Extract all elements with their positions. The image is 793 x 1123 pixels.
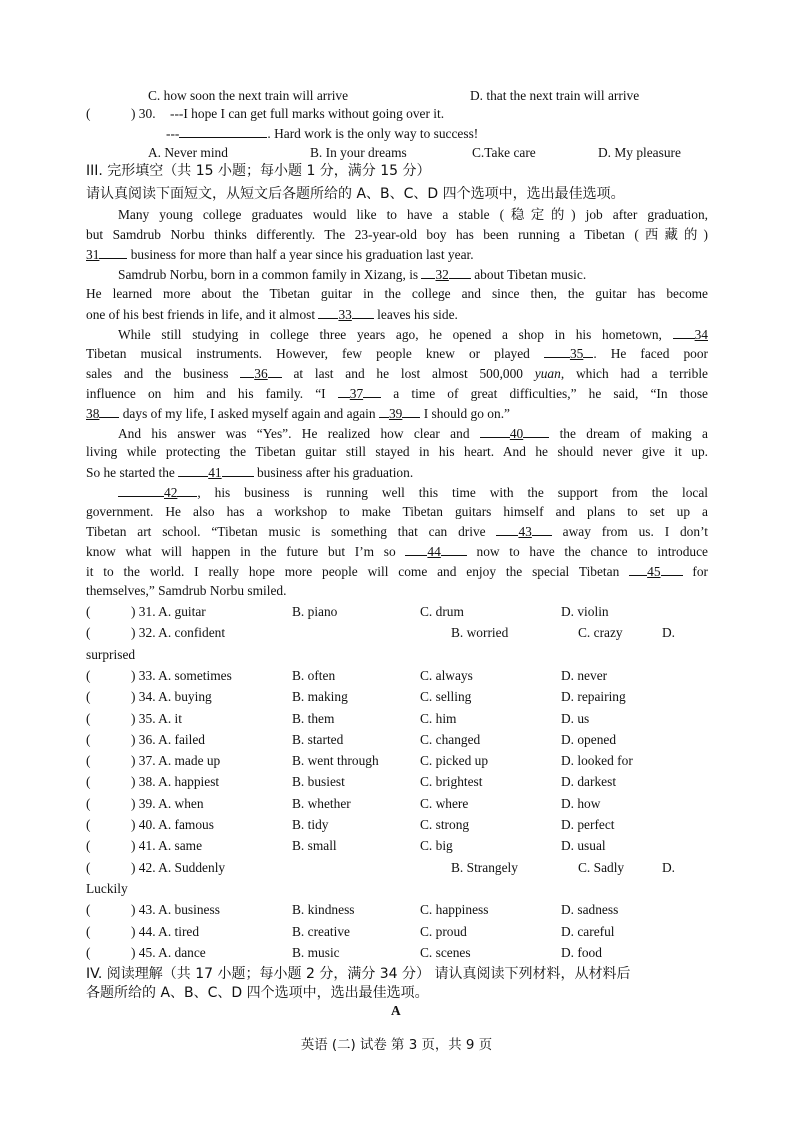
answer-paren[interactable]: ( [86, 710, 91, 726]
option-d[interactable]: D. food [561, 944, 602, 960]
passage-text: sales and the business [86, 366, 241, 381]
passage-p5-line4 [86, 542, 708, 561]
option-c[interactable]: C. happiness [420, 902, 489, 918]
blank-line [177, 483, 197, 497]
passage-text: Tibetan art school. “Tibetan music is something that can drive [86, 524, 497, 539]
blank-line [629, 562, 647, 576]
passage-text: While still studying in college three years ago, he opened a shop in his hometown, [118, 327, 673, 342]
option-b[interactable]: B. them [292, 710, 335, 726]
blank-line [240, 364, 254, 378]
blank-45[interactable]: 45 [647, 564, 661, 579]
option-b[interactable]: B. whether [292, 795, 351, 811]
answer-paren[interactable]: ( [86, 604, 91, 619]
blank-44[interactable]: 44 [427, 544, 441, 559]
blank-line [523, 424, 549, 438]
passage-text: days of my life, I asked myself again and again [119, 406, 379, 421]
answer-paren[interactable]: ( [86, 667, 91, 683]
q30-dash: --- [166, 126, 180, 141]
blank-33[interactable]: 33 [338, 307, 352, 322]
passage-p4-line2: living while protecting the Tibetan guitar still stayed in his heart. And he should never give it up. [86, 444, 708, 459]
blank-line [449, 265, 471, 279]
q30-line1: ---I hope I can get full marks without going over it. [170, 106, 445, 121]
blank-38[interactable]: 38 [86, 406, 100, 421]
passage-text: leaves his side. [373, 307, 458, 322]
option-c[interactable]: C. drum [420, 604, 464, 619]
blank-32[interactable]: 32 [435, 267, 449, 282]
q30-option-b: B. In your dreams [310, 145, 407, 160]
blank-31[interactable]: 31 [86, 247, 100, 262]
q29-option-d: D. that the next train will arrive [470, 88, 640, 103]
option-d[interactable]: D. opened [561, 731, 617, 747]
passage-text: I should go on.” [420, 406, 510, 421]
passage-text: business for more than half a year since his graduation last year. [127, 247, 474, 262]
blank-line [352, 305, 374, 319]
part-a-label: A [391, 1003, 401, 1018]
passage-text: a time of great difficulties,” he said, “In those [381, 386, 708, 401]
passage-text: , which had a terrible [560, 366, 708, 381]
option-d[interactable]: D. usual [561, 838, 606, 854]
passage-p1-line3 [86, 245, 708, 264]
option-b[interactable]: B. kindness [292, 902, 355, 918]
passage-p2-line3 [86, 305, 708, 324]
passage-text: . He faced poor [593, 346, 708, 361]
q30-paren: ( [86, 106, 91, 121]
passage-p4-line3 [86, 463, 708, 482]
option-d[interactable]: D. perfect [561, 817, 615, 832]
option-d[interactable]: D. careful [561, 923, 615, 939]
option-d-wrap[interactable]: Luckily [86, 880, 128, 896]
option-b[interactable]: B. piano [292, 604, 338, 619]
blank-34[interactable]: 34 [694, 327, 708, 342]
option-a[interactable]: ) 44. A. tired [131, 923, 200, 939]
option-c[interactable]: C. Sadly [578, 859, 625, 875]
passage-text: at last and he lost almost 500,000 [281, 366, 535, 381]
answer-paren[interactable]: ( [86, 774, 91, 790]
option-b[interactable]: B. worried [451, 625, 509, 641]
section4-heading-line2: 各题所给的 A、B、C、D 四个选项中，选出最佳选项。 [86, 985, 429, 1001]
passage-p3-line1 [118, 325, 708, 344]
option-b[interactable]: B. went through [292, 753, 379, 769]
passage-p4-line1 [118, 424, 708, 443]
section4-heading: IV. 阅读理解（共 17 小题；每小题 2 分，满分 34 分） 请认真阅读下列材料，从材料后 [86, 966, 631, 982]
option-b[interactable]: B. music [292, 944, 340, 960]
option-c[interactable]: C. scenes [420, 944, 471, 960]
option-a[interactable]: ) 42. A. Suddenly [131, 859, 226, 875]
option-b[interactable]: B. Strangely [451, 859, 518, 875]
option-a[interactable]: ) 38. A. happiest [131, 774, 220, 790]
option-c[interactable]: C. proud [420, 923, 467, 939]
option-b[interactable]: B. started [292, 731, 344, 747]
blank-39[interactable]: 39 [388, 406, 403, 421]
option-d[interactable]: D. us [561, 710, 590, 726]
blank-42[interactable]: 42 [164, 485, 178, 500]
passage-text: the dream of making a [549, 426, 708, 441]
blank-line [118, 483, 164, 497]
blank-line [222, 463, 254, 477]
passage-text: away from us. I don’t [551, 524, 709, 539]
blank-line [421, 265, 435, 279]
option-d[interactable]: D. how [561, 795, 601, 811]
option-a[interactable]: ) 43. A. business [131, 902, 220, 918]
option-d[interactable]: D. violin [561, 604, 609, 619]
option-d[interactable]: D. [662, 625, 676, 641]
option-a[interactable]: ) 32. A. confident [131, 625, 226, 641]
answer-paren[interactable]: ( [86, 625, 91, 641]
passage-p3-line4 [86, 384, 708, 403]
answer-paren[interactable]: ( [86, 923, 91, 939]
blank-line [178, 463, 208, 477]
blank-43[interactable]: 43 [518, 524, 532, 539]
option-d[interactable]: D. sadness [561, 902, 619, 918]
blank-40[interactable]: 40 [509, 426, 524, 441]
passage-text: business after his graduation. [253, 465, 414, 480]
blank-line [480, 424, 510, 438]
answer-paren[interactable]: ( [86, 795, 91, 811]
blank-line [99, 404, 119, 418]
option-c[interactable]: C. where [420, 795, 469, 811]
passage-p5-line2: government. He also has a workshop to make Tibetan guitars himself and plans to set up a [86, 504, 708, 519]
option-a[interactable]: ) 40. A. famous [131, 817, 214, 832]
blank-line [363, 384, 381, 398]
answer-paren[interactable]: ( [86, 944, 91, 960]
passage-p5-line5 [86, 562, 708, 581]
option-d[interactable]: D. darkest [561, 774, 617, 790]
blank-line [402, 404, 420, 418]
answer-paren[interactable]: ( [86, 753, 91, 769]
passage-text: for [682, 564, 708, 579]
passage-p3-line5 [86, 404, 708, 423]
option-a[interactable]: ) 34. A. buying [131, 689, 212, 705]
blank-line [583, 344, 593, 358]
passage-p5-line3 [86, 522, 708, 541]
section3-heading: III. 完形填空（共 15 小题；每小题 1 分，满分 15 分） [86, 163, 431, 179]
blank-line [268, 364, 282, 378]
option-d[interactable]: D. repairing [561, 689, 626, 705]
answer-paren[interactable]: ( [86, 731, 91, 747]
q30-number: ) 30. [131, 106, 156, 121]
q30-answer-blank[interactable] [179, 124, 267, 138]
option-a[interactable]: ) 33. A. sometimes [131, 667, 232, 683]
page-footer: 英语 (二) 试卷 第 3 页，共 9 页 [300, 1038, 493, 1053]
option-c[interactable]: C. selling [420, 689, 472, 705]
option-b[interactable]: B. making [292, 689, 348, 705]
passage-p1-line1: Many young college graduates would like to have a stable (稳定的) job after graduation, [118, 207, 708, 222]
passage-text: about Tibetan music. [470, 267, 587, 282]
blank-line [544, 344, 570, 358]
option-c[interactable]: C. strong [420, 817, 470, 832]
answer-paren[interactable]: ( [86, 817, 91, 832]
blank-line [532, 522, 552, 536]
option-c[interactable]: C. brightest [420, 774, 483, 790]
option-d[interactable]: D. [662, 859, 676, 875]
passage-text: , his business is running well this time with the support from the local [197, 485, 708, 500]
option-b[interactable]: B. often [292, 667, 336, 683]
passage-text: And his answer was “Yes”. He realized how clear and [118, 426, 480, 441]
blank-line [496, 522, 518, 536]
option-a[interactable]: ) 45. A. dance [131, 944, 206, 960]
option-b[interactable]: B. small [292, 838, 337, 854]
passage-text: it to the world. I really hope more people will come and enjoy the special Tibetan [86, 564, 630, 579]
option-c[interactable]: C. always [420, 667, 473, 683]
option-b[interactable]: B. creative [292, 923, 350, 939]
blank-35[interactable]: 35 [569, 346, 584, 361]
blank-line [99, 245, 127, 259]
blank-line [661, 562, 683, 576]
option-a[interactable]: ) 39. A. when [131, 795, 204, 811]
passage-p5-line6: themselves,” Samdrub Norbu smiled. [86, 583, 287, 598]
option-c[interactable]: C. changed [420, 731, 481, 747]
q30-option-c: C.Take care [472, 145, 536, 160]
option-b[interactable]: B. busiest [292, 774, 345, 790]
answer-paren[interactable]: ( [86, 859, 91, 875]
blank-41[interactable]: 41 [208, 465, 222, 480]
q30-option-d: D. My pleasure [598, 145, 681, 160]
answer-paren[interactable]: ( [86, 902, 91, 918]
passage-p5-line1 [118, 483, 708, 502]
passage-p2-line2: He learned more about the Tibetan guitar in the college and since then, the guitar has become [86, 286, 708, 301]
blank-line [441, 542, 467, 556]
passage-text: one of his best friends in life, and it almost [86, 307, 319, 322]
q30-line2-rest: . Hard work is the only way to success! [267, 126, 479, 141]
q30-option-a: A. Never mind [148, 145, 228, 160]
option-d-wrap[interactable]: surprised [86, 646, 136, 662]
option-c[interactable]: C. him [420, 710, 457, 726]
passage-p2-line1 [118, 265, 708, 284]
option-a[interactable]: ) 31. A. guitar [131, 604, 206, 619]
yuan-italic: yuan [534, 366, 561, 381]
blank-line [338, 384, 350, 398]
blank-37[interactable]: 37 [349, 386, 364, 401]
option-a[interactable]: ) 35. A. it [131, 710, 182, 726]
option-d[interactable]: D. never [561, 667, 608, 683]
answer-paren[interactable]: ( [86, 838, 91, 854]
passage-text: So he started the [86, 465, 179, 480]
option-c[interactable]: C. crazy [578, 625, 623, 641]
section3-instruction: 请认真阅读下面短文，从短文后各题所给的 A、B、C、D 四个选项中，选出最佳选项。 [86, 186, 625, 202]
passage-p3-line2 [86, 344, 708, 363]
option-d[interactable]: D. looked for [561, 753, 633, 769]
q29-option-c: C. how soon the next train will arrive [148, 88, 349, 103]
blank-line [318, 305, 338, 319]
blank-line [379, 404, 389, 418]
option-a[interactable]: ) 41. A. same [131, 838, 203, 854]
blank-36[interactable]: 36 [254, 366, 268, 381]
blank-line [405, 542, 427, 556]
passage-text: influence on him and his family. “I [86, 386, 338, 401]
answer-paren[interactable]: ( [86, 689, 91, 705]
option-c[interactable]: C. picked up [420, 753, 489, 769]
passage-text: know what will happen in the future but I’m so [86, 544, 406, 559]
passage-text: now to have the chance to introduce [466, 544, 708, 559]
passage-p3-line3 [86, 364, 708, 383]
option-a[interactable]: ) 36. A. failed [131, 731, 206, 747]
passage-text: Tibetan musical instruments. However, few people knew or played [86, 346, 544, 361]
passage-p1-line2: but Samdrub Norbu thinks differently. The 23-year-old boy has been running a Tibetan (西藏的) [86, 227, 708, 242]
q30-line2 [166, 124, 478, 143]
option-b[interactable]: B. tidy [292, 817, 329, 832]
blank-line [673, 325, 695, 339]
option-c[interactable]: C. big [420, 838, 453, 854]
option-a[interactable]: ) 37. A. made up [131, 753, 221, 769]
passage-text: Samdrub Norbu, born in a common family in Xizang, is [118, 267, 422, 282]
